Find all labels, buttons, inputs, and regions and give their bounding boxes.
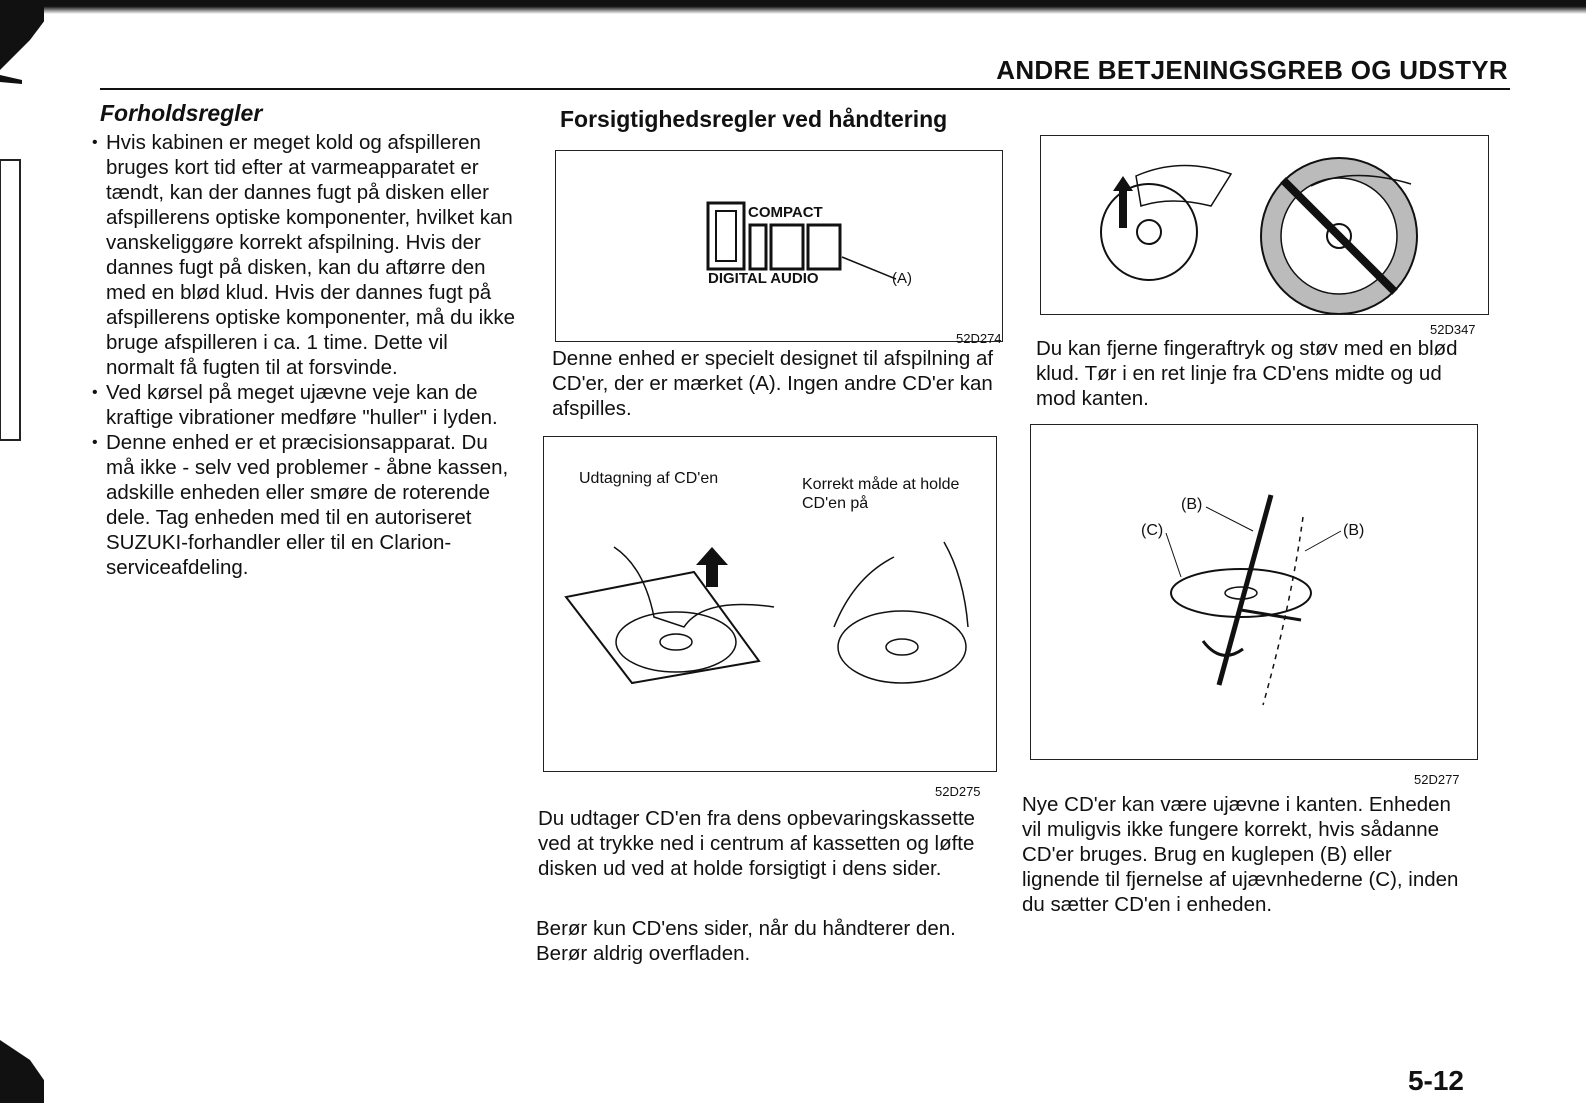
- precautions-list: [92, 130, 517, 580]
- cd-removal-text: Du udtager CD'en fra dens opbevaringskassette ved at trykke ned i centrum af kassetten og løfte disken ud ved at holde forsigtigt i dens sider.: [538, 807, 975, 880]
- list-item: • Ved kørsel på meget ujævne veje kan de kraftige vibrationer medføre "huller" i lyden.: [92, 380, 517, 430]
- label-b-axis: (B): [1343, 522, 1365, 539]
- cd-removal-figure: [543, 436, 997, 772]
- page-binding-edge: [0, 0, 44, 1103]
- cd-compatibility-text: Denne enhed er specielt designet til afspilning af CD'er, der er mærket (A). Ingen andre CD'er kan afspilles.: [552, 347, 994, 420]
- figure-code: 52D347: [1430, 322, 1476, 337]
- figure-code: 52D275: [935, 784, 981, 799]
- figure-code: 52D277: [1414, 772, 1460, 787]
- cd-cleaning-text: Du kan fjerne fingeraftryk og støv med en blød klud. Tør i en ret linje fra CD'ens midte og ud mod kanten.: [1036, 337, 1458, 410]
- holding-label: Korrekt måde at holde CD'en på: [802, 476, 960, 512]
- cd-wiping-figure: [1040, 135, 1489, 315]
- removal-label: Udtagning af CD'en: [579, 470, 719, 487]
- pen-deburring-illustration-icon: [1031, 425, 1477, 759]
- list-item: • Denne enhed er et præcisionsapparat. Du må ikke - selv ved problemer - åbne kassen, adskille enheden eller smøre de roterende dele. Tag enheden med til en autoriseret SUZUKI-forhandler eller til en Clarion-serviceafdeling.: [92, 430, 517, 580]
- precautions-heading: Forholdsregler: [100, 100, 263, 126]
- label-b-pen: (B): [1181, 496, 1203, 513]
- cd-wiping-illustration-icon: [1041, 136, 1488, 314]
- section-header-title: ANDRE BETJENINGSGREB OG UDSTYR: [996, 55, 1508, 85]
- header-rule: [100, 88, 1510, 90]
- label-c-burrs: (C): [1141, 522, 1164, 539]
- figure-code: 52D274: [956, 331, 1002, 346]
- handling-heading: Forsigtighedsregler ved håndtering: [560, 106, 948, 132]
- cd-burr-removal-figure: [1030, 424, 1478, 760]
- logo-digital-audio-text: DIGITAL AUDIO: [708, 270, 819, 287]
- list-item: • Hvis kabinen er meget kold og afspilleren bruges kort tid efter at varmeapparatet er tændt, kan der dannes fugt på disken eller afspillerens optiske komponenter, hvilket kan vanskeliggøre korrekt afspilning. Hvis der dannes fugt på disken, kan du aftørre den med en blød klud. Hvis der dannes fugt på afspillerens optiske komponenter, må du ikke bruge afspilleren i ca. 1 time. Dette vil normalt få fugten til at forsvinde.: [92, 130, 517, 380]
- cd-burr-text: Nye CD'er kan være ujævne i kanten. Enheden vil muligvis ikke fungere korrekt, hvis sådanne CD'er bruges. Brug en kuglepen (B) eller lignende til fjernelse af ujævnhederne (C), inden du sætter CD'en i enheden.: [1022, 793, 1459, 916]
- page-top-shadow: [0, 0, 1586, 14]
- cd-touch-text: Berør kun CD'ens sider, når du håndterer den. Berør aldrig overfladen.: [536, 917, 956, 965]
- compact-disc-logo-icon: [556, 151, 1002, 341]
- callout-a: (A): [892, 270, 912, 287]
- logo-compact-text: COMPACT: [748, 204, 823, 221]
- compact-disc-logo-figure: [555, 150, 1003, 342]
- page-number: 5-12: [1407, 1065, 1464, 1096]
